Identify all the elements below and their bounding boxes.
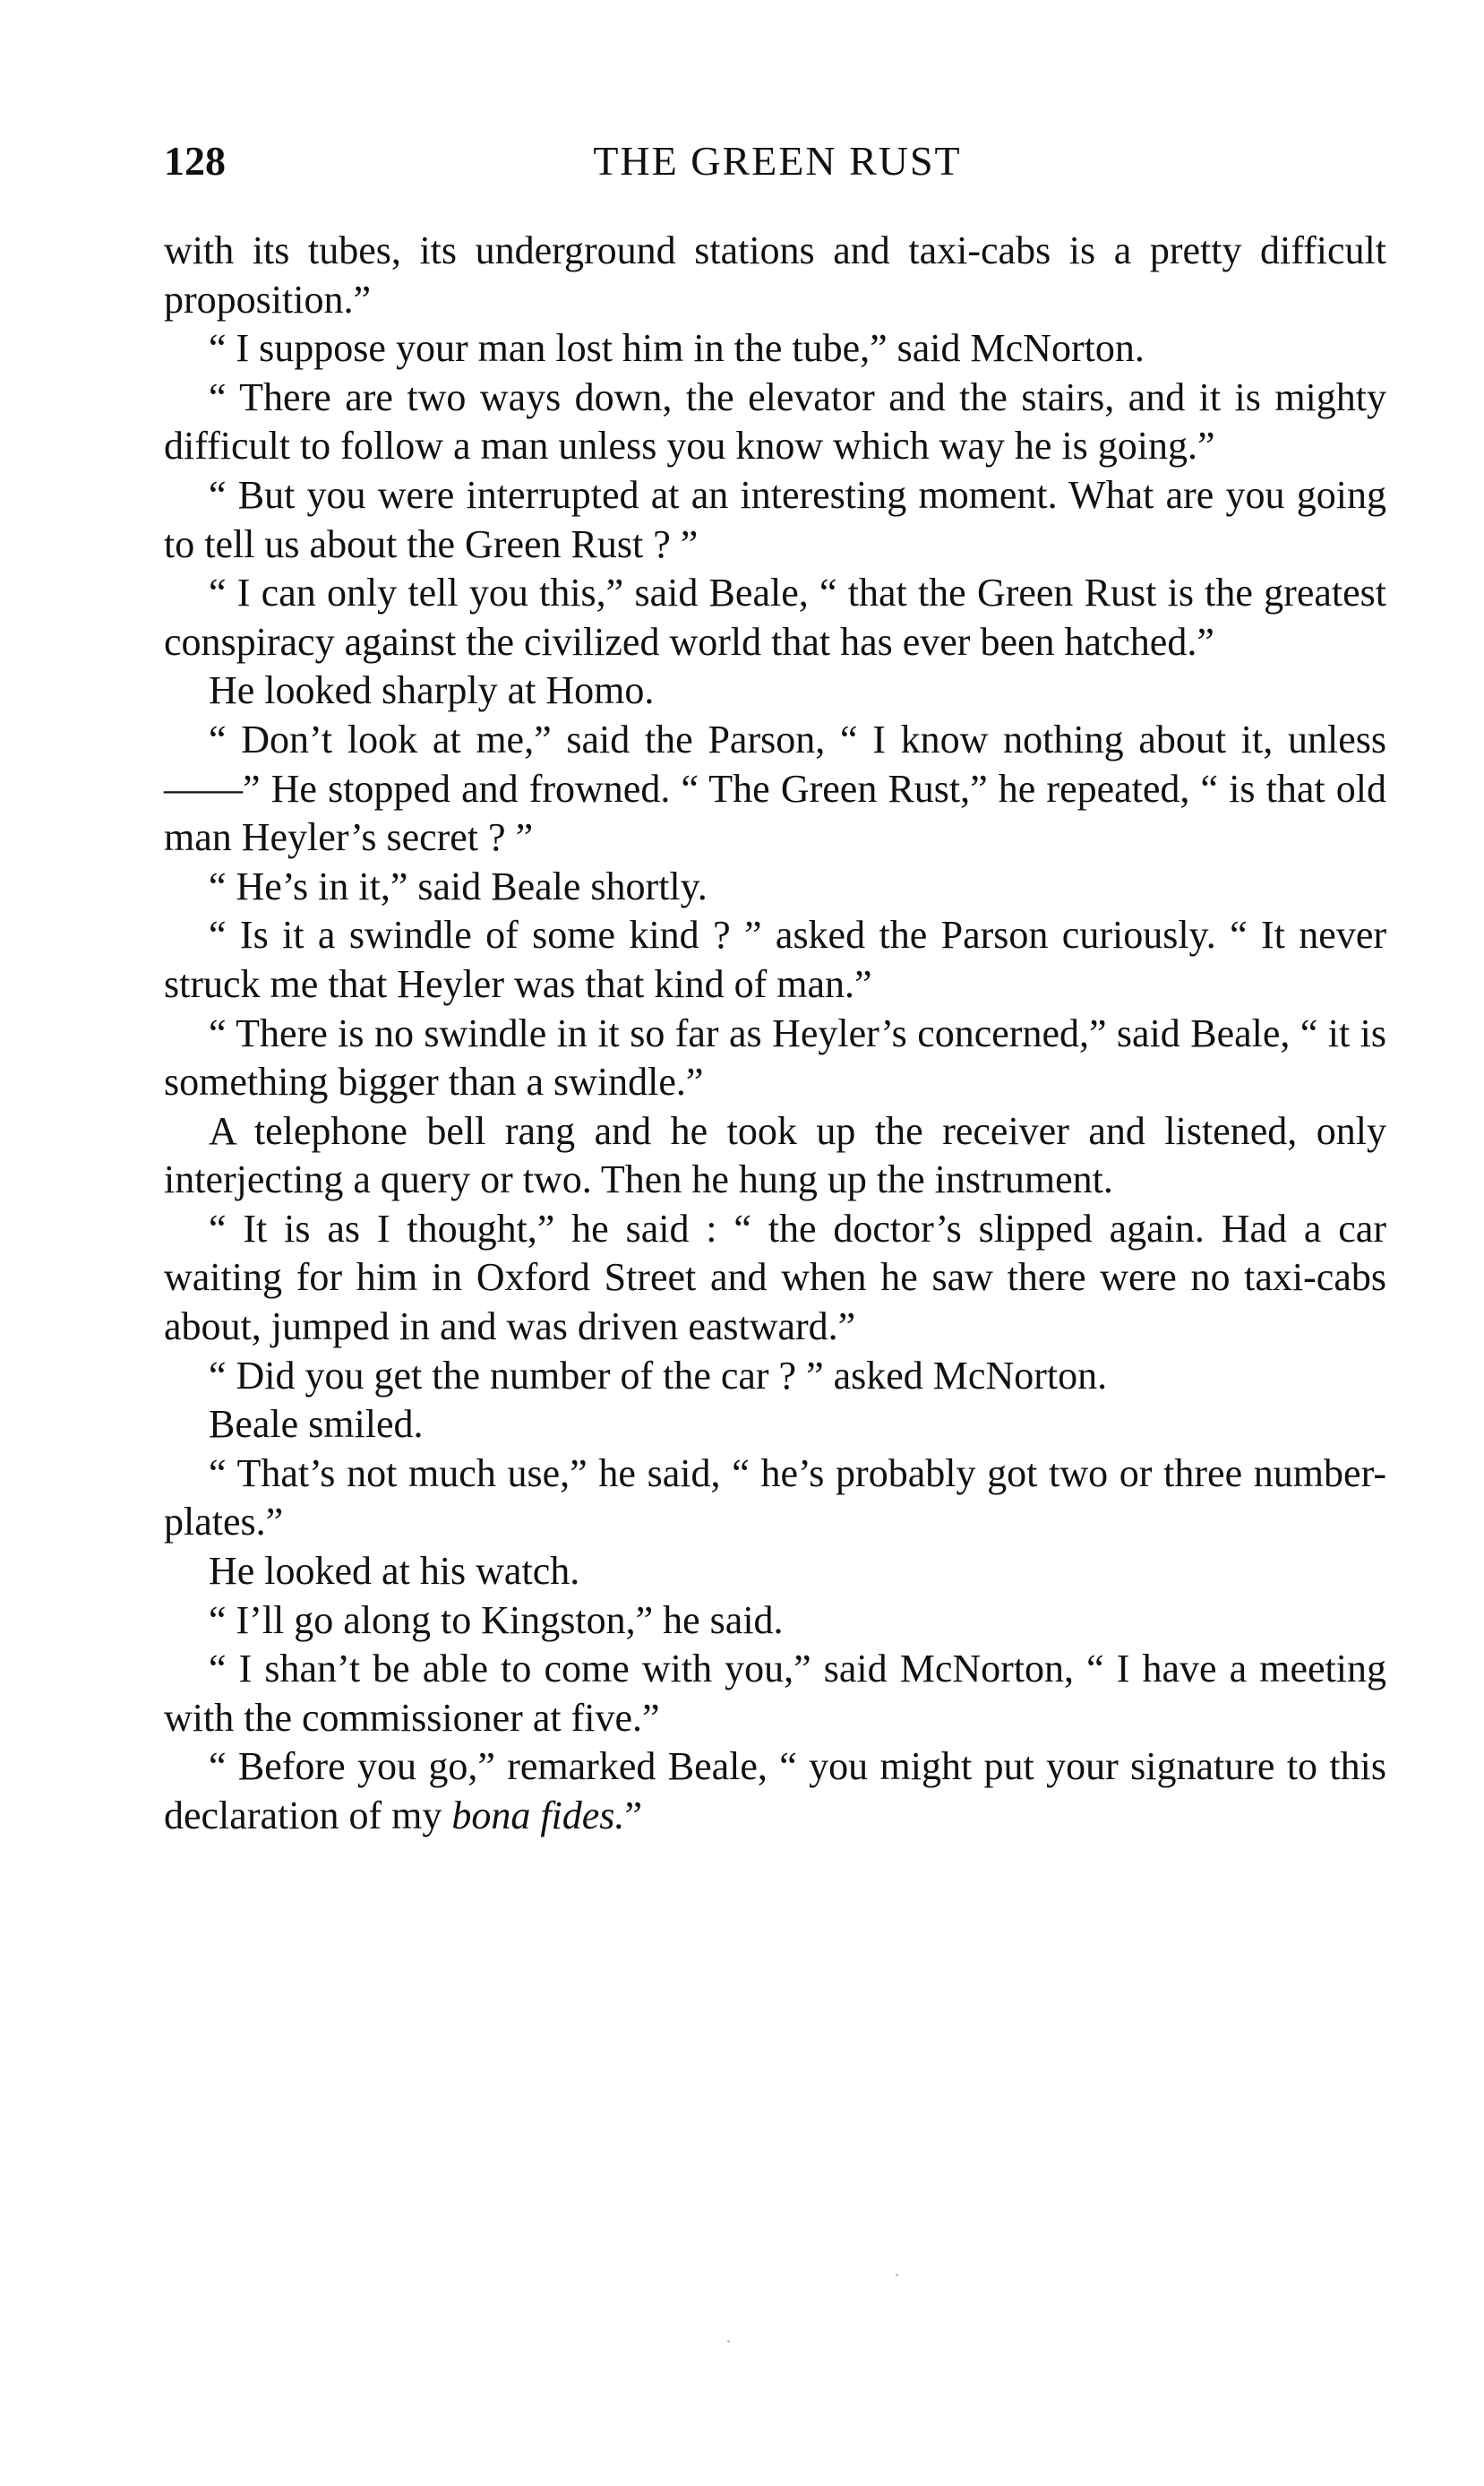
paragraph: “ But you were interrupted at an interesting moment. What are you going to tell us about the Green Rust ? ” — [164, 472, 1386, 566]
paragraph: “ There is no swindle in it so far as Heyler’s concerned,” said Beale, “ it is something bigger than a swindle.” — [164, 1011, 1386, 1105]
paragraph: “ It is as I thought,” he said : “ the doctor’s slipped again. Had a car waiting for him in Oxford Street and when he saw there were no taxi-cabs about, jumped in and was driven eastward.” — [164, 1206, 1386, 1349]
paper-speck — [727, 2340, 730, 2343]
paragraph-last — [164, 1742, 1386, 1840]
paper-speck — [896, 2274, 898, 2276]
page-header — [164, 134, 1391, 188]
running-title: THE GREEN RUST — [593, 138, 962, 184]
paragraph: He looked at his watch. — [209, 1549, 580, 1594]
italic-phrase: bona fides. — [451, 1794, 625, 1837]
paragraph: “ I shan’t be able to come with you,” said McNorton, “ I have a meeting with the commissioner at five.” — [164, 1647, 1386, 1740]
paragraph: “ I’ll go along to Kingston,” he said. — [209, 1597, 784, 1642]
last-paragraph-lead: “ Before you go,” remarked Beale, “ you might put your signature to this declaration of my — [164, 1744, 1386, 1837]
last-paragraph-tail: ” — [624, 1794, 642, 1837]
paragraph: “ I suppose your man lost him in the tube,” said McNorton. — [209, 326, 1145, 371]
page-number: 128 — [164, 138, 226, 184]
paragraph: “ He’s in it,” said Beale shortly. — [209, 864, 708, 908]
paragraph: “ Is it a swindle of some kind ? ” asked the Parson curiously. “ It never struck me that Heyler was that kind of man.” — [164, 913, 1386, 1006]
paragraph: Beale smiled. — [209, 1402, 424, 1447]
paragraph: “ That’s not much use,” he said, “ he’s probably got two or three number-plates.” — [164, 1450, 1386, 1544]
paragraph: A telephone bell rang and he took up the receiver and listened, only interjecting a query or two. Then he hung up the instrument. — [164, 1108, 1386, 1202]
paragraph: “ There are two ways down, the elevator and the stairs, and it is mighty difficult to follow a man unless you know which way he is going.” — [164, 374, 1386, 469]
paragraph: He looked sharply at Homo. — [209, 668, 655, 713]
paragraph: “ I can only tell you this,” said Beale, “ that the Green Rust is the greatest conspiracy against the civilized world that has ever been hatched.” — [164, 571, 1386, 664]
body-text — [164, 227, 1386, 1841]
paragraph: with its tubes, its underground stations and taxi-cabs is a pretty difficult proposition.” — [164, 228, 1386, 322]
paragraph: “ Did you get the number of the car ? ” asked McNorton. — [209, 1353, 1108, 1398]
paragraph: “ Don’t look at me,” said the Parson, “ I know nothing about it, unless——” He stopped and frowned. “ The Green Rust,” he repeated, “ is that old man Heyler’s secret ? ” — [164, 717, 1386, 860]
